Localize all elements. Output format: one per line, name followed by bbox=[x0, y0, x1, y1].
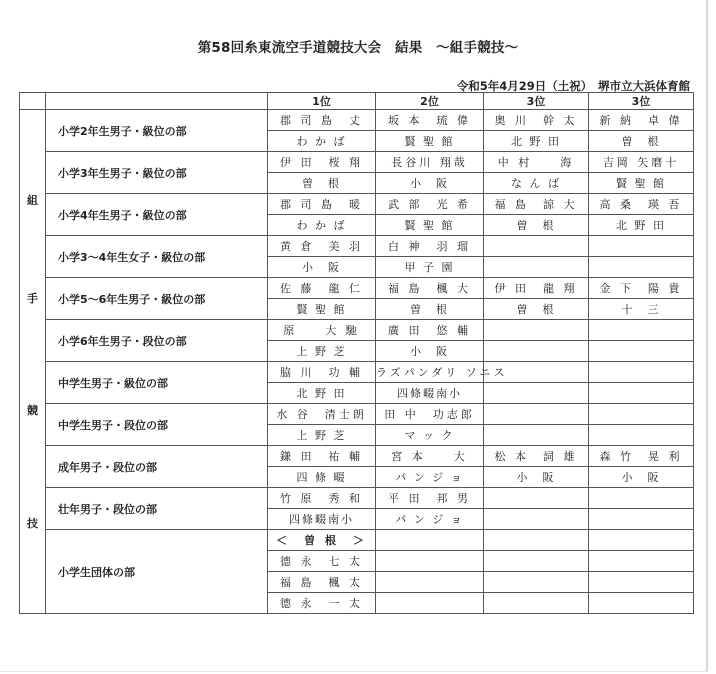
category-name: 小学3～4年生女子・級位の部 bbox=[46, 236, 268, 278]
header-blank bbox=[46, 93, 268, 110]
player-name: 武 部 光 希 bbox=[376, 194, 484, 215]
empty-cell bbox=[484, 593, 589, 614]
side-label-char: 組 bbox=[27, 194, 38, 207]
team-name: パ ン ジ ョ bbox=[376, 467, 484, 488]
player-name: 郡 司 島 丈 bbox=[268, 110, 376, 131]
category-row-players bbox=[20, 320, 694, 341]
team-event-member: 福 島 楓 太 bbox=[268, 572, 376, 593]
event-side-label bbox=[20, 110, 46, 614]
team-name bbox=[484, 257, 589, 278]
header-rank-1: 1位 bbox=[268, 93, 376, 110]
player-name: ラズパンダリ ソニス bbox=[376, 362, 484, 383]
category-name: 小学2年生男子・級位の部 bbox=[46, 110, 268, 152]
player-name: 脇 川 功 輔 bbox=[268, 362, 376, 383]
side-label-char: 手 bbox=[27, 292, 38, 305]
player-name: 郡 司 島 暖 bbox=[268, 194, 376, 215]
category-name: 小学3年生男子・級位の部 bbox=[46, 152, 268, 194]
team-name: わ か ば bbox=[268, 131, 376, 152]
team-name: 小 阪 bbox=[376, 341, 484, 362]
team-event-row bbox=[20, 530, 694, 551]
empty-cell bbox=[376, 551, 484, 572]
team-event-member: 德 永 一 太 bbox=[268, 593, 376, 614]
date-venue: 令和5年4月29日（土祝） 堺市立大浜体育館 bbox=[456, 79, 690, 93]
empty-cell bbox=[376, 593, 484, 614]
player-name: 奥 川 幹 太 bbox=[484, 110, 589, 131]
team-name: 曽 根 bbox=[484, 299, 589, 320]
team-name: 小 阪 bbox=[589, 467, 694, 488]
team-name bbox=[484, 425, 589, 446]
player-name: 高 桑 瑛 吾 bbox=[589, 194, 694, 215]
team-event-member: 德 永 七 太 bbox=[268, 551, 376, 572]
team-name: 十 三 bbox=[589, 299, 694, 320]
team-name: 賢 聖 館 bbox=[268, 299, 376, 320]
player-name: 吉岡 矢磨十 bbox=[589, 152, 694, 173]
player-name: 平 田 邦 男 bbox=[376, 488, 484, 509]
player-name: 竹 原 秀 和 bbox=[268, 488, 376, 509]
category-row-players bbox=[20, 278, 694, 299]
team-name: 賢 聖 館 bbox=[376, 215, 484, 236]
header-rank-2: 2位 bbox=[376, 93, 484, 110]
player-name bbox=[589, 488, 694, 509]
category-name: 小学生団体の部 bbox=[46, 530, 268, 614]
team-name: 曽 根 bbox=[484, 215, 589, 236]
player-name bbox=[589, 236, 694, 257]
empty-cell bbox=[376, 530, 484, 551]
category-row-players bbox=[20, 404, 694, 425]
category-row-players bbox=[20, 194, 694, 215]
category-name: 中学生男子・段位の部 bbox=[46, 404, 268, 446]
team-name: 甲 子 園 bbox=[376, 257, 484, 278]
empty-cell bbox=[484, 551, 589, 572]
header-blank bbox=[20, 93, 46, 110]
results-table bbox=[19, 92, 694, 614]
team-name: 小 阪 bbox=[268, 257, 376, 278]
category-row-players bbox=[20, 362, 694, 383]
player-name: 森 竹 晃 利 bbox=[589, 446, 694, 467]
category-name: 成年男子・段位の部 bbox=[46, 446, 268, 488]
team-name bbox=[589, 257, 694, 278]
team-name: 小 阪 bbox=[484, 467, 589, 488]
header-rank-3b: 3位 bbox=[589, 93, 694, 110]
team-name bbox=[484, 341, 589, 362]
side-label-char: 競 bbox=[27, 404, 38, 417]
player-name: 原 大 馳 bbox=[268, 320, 376, 341]
player-name bbox=[484, 488, 589, 509]
empty-cell bbox=[589, 593, 694, 614]
player-name: 水 谷 清士朗 bbox=[268, 404, 376, 425]
team-name: 四條畷南小 bbox=[268, 509, 376, 530]
player-name: 廣 田 悠 輔 bbox=[376, 320, 484, 341]
team-name bbox=[589, 509, 694, 530]
player-name bbox=[484, 236, 589, 257]
player-name: 佐 藤 龍 仁 bbox=[268, 278, 376, 299]
team-name bbox=[484, 509, 589, 530]
player-name: 宮 本 大 bbox=[376, 446, 484, 467]
empty-cell bbox=[589, 572, 694, 593]
category-row-players bbox=[20, 110, 694, 131]
player-name: 伊 田 桜 翔 bbox=[268, 152, 376, 173]
team-name bbox=[589, 341, 694, 362]
team-name: 北 野 田 bbox=[589, 215, 694, 236]
team-name: 北 野 田 bbox=[268, 383, 376, 404]
player-name: 松 本 詞 雄 bbox=[484, 446, 589, 467]
player-name: 福 島 楓 大 bbox=[376, 278, 484, 299]
team-name: 四 條 畷 bbox=[268, 467, 376, 488]
player-name: 中 村 海 bbox=[484, 152, 589, 173]
category-name: 小学5～6年生男子・級位の部 bbox=[46, 278, 268, 320]
category-row-players bbox=[20, 152, 694, 173]
empty-cell bbox=[484, 530, 589, 551]
player-name: 坂 本 琉 偉 bbox=[376, 110, 484, 131]
team-name: 曽 根 bbox=[376, 299, 484, 320]
empty-cell bbox=[589, 530, 694, 551]
side-label-char: 技 bbox=[27, 517, 38, 530]
empty-cell bbox=[589, 551, 694, 572]
team-name: 曽 根 bbox=[589, 131, 694, 152]
team-name: 北 野 田 bbox=[484, 131, 589, 152]
category-row-players bbox=[20, 488, 694, 509]
player-name bbox=[589, 404, 694, 425]
team-name: 上 野 芝 bbox=[268, 425, 376, 446]
category-name: 中学生男子・級位の部 bbox=[46, 362, 268, 404]
player-name: 田 中 功志郎 bbox=[376, 404, 484, 425]
team-name bbox=[589, 425, 694, 446]
player-name: 長谷川 翔哉 bbox=[376, 152, 484, 173]
team-name bbox=[484, 383, 589, 404]
team-name: 上 野 芝 bbox=[268, 341, 376, 362]
team-name: 四條畷南小 bbox=[376, 383, 484, 404]
category-row-players bbox=[20, 236, 694, 257]
team-name: マ ッ ク bbox=[376, 425, 484, 446]
player-name bbox=[589, 362, 694, 383]
category-name: 小学4年生男子・級位の部 bbox=[46, 194, 268, 236]
team-name: 曽 根 bbox=[268, 173, 376, 194]
player-name bbox=[484, 404, 589, 425]
team-name: 賢 聖 館 bbox=[589, 173, 694, 194]
player-name: 黄 倉 美 羽 bbox=[268, 236, 376, 257]
player-name: 伊 田 龍 翔 bbox=[484, 278, 589, 299]
empty-cell bbox=[484, 572, 589, 593]
category-name: 小学6年生男子・段位の部 bbox=[46, 320, 268, 362]
player-name: 新 納 卓 偉 bbox=[589, 110, 694, 131]
player-name bbox=[484, 320, 589, 341]
team-name: パ ン ジ ョ bbox=[376, 509, 484, 530]
team-name: わ か ば bbox=[268, 215, 376, 236]
team-name: 小 阪 bbox=[376, 173, 484, 194]
header-row bbox=[20, 93, 694, 110]
document-title: 第58回糸東流空手道競技大会 結果 ～組手競技～ bbox=[197, 40, 519, 56]
empty-cell bbox=[376, 572, 484, 593]
category-row-players bbox=[20, 446, 694, 467]
team-event-team: ＜ 曽 根 ＞ bbox=[268, 530, 376, 551]
header-rank-3a: 3位 bbox=[484, 93, 589, 110]
team-name: 賢 聖 館 bbox=[376, 131, 484, 152]
player-name: 福 島 諒 大 bbox=[484, 194, 589, 215]
player-name: 白 神 羽 瑠 bbox=[376, 236, 484, 257]
category-name: 壮年男子・段位の部 bbox=[46, 488, 268, 530]
player-name bbox=[589, 320, 694, 341]
player-name: 金 下 陽 貴 bbox=[589, 278, 694, 299]
player-name: 鎌 田 祐 輔 bbox=[268, 446, 376, 467]
team-name bbox=[589, 383, 694, 404]
team-name: な ん ば bbox=[484, 173, 589, 194]
